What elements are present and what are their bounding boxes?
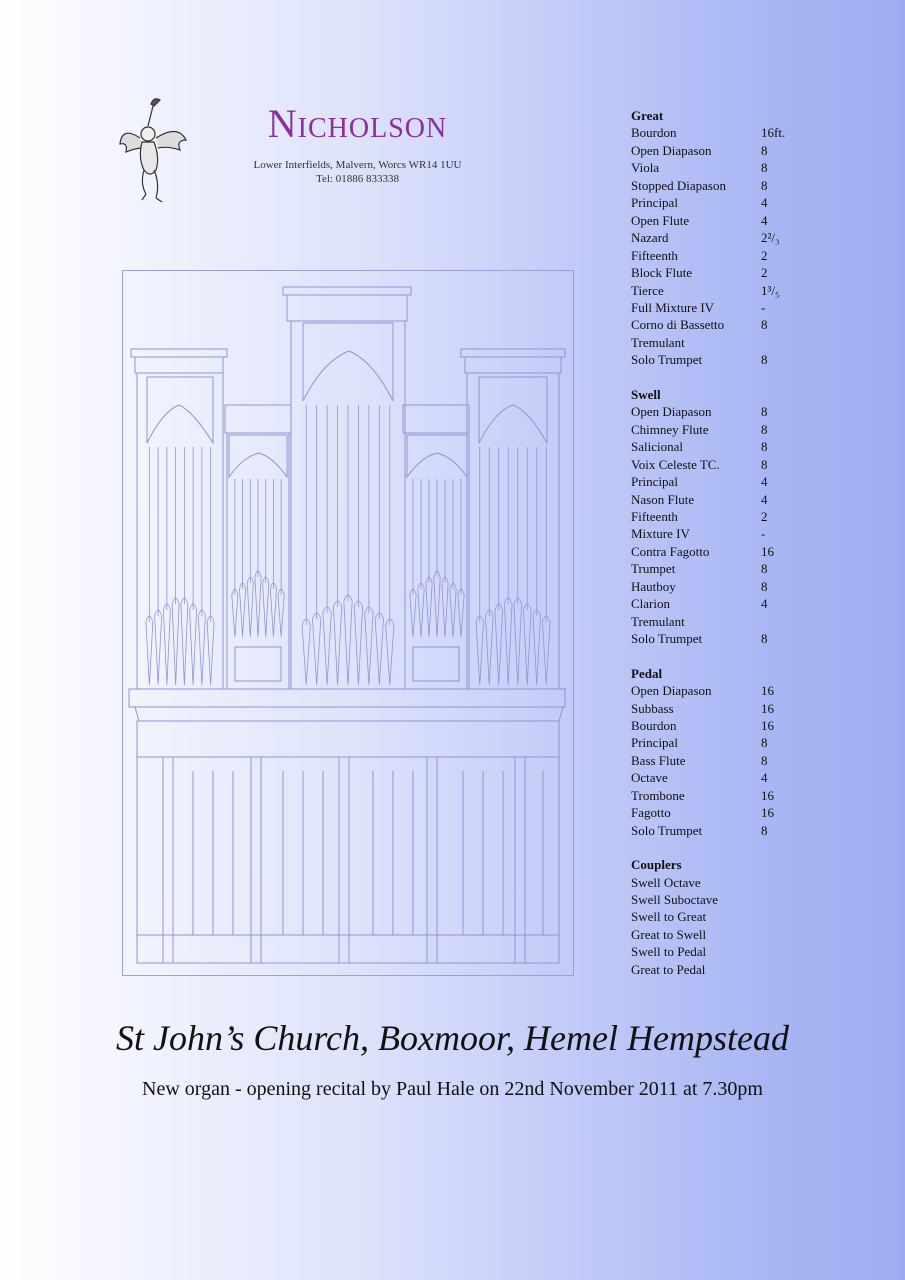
stop-row bbox=[631, 891, 801, 908]
stop-row bbox=[631, 613, 801, 630]
stop-row bbox=[631, 734, 801, 751]
stop-row bbox=[631, 630, 801, 647]
stop-pitch: 8 bbox=[761, 578, 768, 594]
stop-row bbox=[631, 142, 801, 159]
stop-row bbox=[631, 421, 801, 438]
division-title: Pedal bbox=[631, 665, 663, 681]
stop-name: Nazard bbox=[631, 230, 669, 246]
stop-row bbox=[631, 124, 801, 141]
stop-name: Stopped Diapason bbox=[631, 177, 726, 193]
stop-pitch: 16 bbox=[761, 700, 774, 716]
stop-name: Tierce bbox=[631, 282, 664, 298]
angel-trumpet-icon bbox=[118, 96, 190, 206]
division-swell bbox=[631, 386, 801, 648]
stop-pitch: 2 bbox=[761, 508, 768, 524]
stop-row bbox=[631, 769, 801, 786]
stop-pitch: 16 bbox=[761, 543, 774, 559]
stop-pitch bbox=[761, 874, 801, 891]
stop-name: Bass Flute bbox=[631, 752, 686, 768]
stop-row bbox=[631, 822, 801, 839]
stop-pitch bbox=[761, 943, 801, 960]
division-pedal bbox=[631, 665, 801, 840]
company-address bbox=[200, 158, 515, 186]
stop-row bbox=[631, 247, 801, 264]
stop-name: Swell to Great bbox=[631, 909, 707, 925]
stop-pitch: 2 bbox=[761, 247, 768, 263]
stop-name: Tremulant bbox=[631, 613, 685, 629]
stop-row bbox=[631, 961, 801, 978]
stop-pitch: 8 bbox=[761, 160, 768, 176]
stop-name: Swell Suboctave bbox=[631, 892, 719, 908]
stop-name: Open Diapason bbox=[631, 142, 712, 158]
stop-row bbox=[631, 525, 801, 542]
stop-pitch: 8 bbox=[761, 822, 768, 838]
stop-pitch bbox=[761, 961, 801, 978]
stop-pitch: 4 bbox=[761, 596, 768, 612]
stop-pitch: 8 bbox=[761, 317, 768, 333]
stop-pitch: 8 bbox=[761, 752, 768, 768]
stop-name: Chimney Flute bbox=[631, 421, 709, 437]
stop-pitch: 16 bbox=[761, 717, 774, 733]
stop-name: Block Flute bbox=[631, 265, 693, 281]
stop-name: Tremulant bbox=[631, 334, 685, 350]
telephone-line: Tel: 01886 833338 bbox=[316, 173, 399, 185]
stop-row bbox=[631, 700, 801, 717]
stop-pitch: 16ft. bbox=[761, 125, 786, 141]
stop-name: Principal bbox=[631, 735, 678, 751]
stop-row bbox=[631, 752, 801, 769]
stop-row bbox=[631, 282, 801, 299]
stop-name: Bourdon bbox=[631, 125, 677, 141]
stop-name: Fifteenth bbox=[631, 508, 678, 524]
stop-row bbox=[631, 473, 801, 490]
stop-row bbox=[631, 943, 801, 960]
stop-pitch: 8 bbox=[761, 631, 768, 647]
stop-row bbox=[631, 351, 801, 368]
stop-name: Solo Trumpet bbox=[631, 631, 703, 647]
stop-name: Voix Celeste TC. bbox=[631, 456, 720, 472]
stop-pitch bbox=[761, 908, 801, 925]
stop-name: Principal bbox=[631, 474, 678, 490]
stop-row bbox=[631, 595, 801, 612]
stop-name: Hautboy bbox=[631, 578, 676, 594]
stop-pitch: - bbox=[761, 299, 766, 315]
stop-row bbox=[631, 787, 801, 804]
stop-row bbox=[631, 508, 801, 525]
stop-row bbox=[631, 212, 801, 229]
stop-name: Fagotto bbox=[631, 805, 671, 821]
stop-name: Bourdon bbox=[631, 717, 677, 733]
stop-name: Trumpet bbox=[631, 561, 676, 577]
stop-pitch: 4 bbox=[761, 474, 768, 490]
stop-name: Swell to Pedal bbox=[631, 944, 707, 960]
stop-name: Principal bbox=[631, 195, 678, 211]
division-title: Couplers bbox=[631, 857, 682, 873]
stop-name: Corno di Bassetto bbox=[631, 317, 725, 333]
stop-row bbox=[631, 717, 801, 734]
brand-name: Nicholson bbox=[267, 101, 448, 146]
stop-name: Nason Flute bbox=[631, 491, 695, 507]
division-couplers bbox=[631, 856, 801, 978]
stop-pitch: - bbox=[761, 526, 766, 542]
stop-row bbox=[631, 264, 801, 281]
stop-pitch: 8 bbox=[761, 352, 768, 368]
stop-pitch: 8 bbox=[761, 421, 768, 437]
stop-pitch: 4 bbox=[761, 491, 768, 507]
stop-row bbox=[631, 334, 801, 351]
stop-row bbox=[631, 403, 801, 420]
stop-row bbox=[631, 316, 801, 333]
stop-name: Solo Trumpet bbox=[631, 822, 703, 838]
stop-name: Swell Octave bbox=[631, 874, 701, 890]
stop-pitch: 4 bbox=[761, 195, 768, 211]
stop-name: Great to Swell bbox=[631, 926, 707, 942]
division-title: Swell bbox=[631, 386, 661, 402]
stop-pitch: 4 bbox=[761, 212, 768, 228]
stop-pitch: 8 bbox=[761, 439, 768, 455]
recital-announcement: New organ - opening recital by Paul Hale on 22nd November 2011 at 7.30pm bbox=[142, 1078, 763, 1100]
stop-name: Full Mixture IV bbox=[631, 299, 715, 315]
venue-title: St John’s Church, Boxmoor, Hemel Hempstead bbox=[116, 1018, 789, 1058]
stop-name: Viola bbox=[631, 160, 660, 176]
stop-row bbox=[631, 874, 801, 891]
stop-name: Contra Fagotto bbox=[631, 543, 710, 559]
organ-case-drawing bbox=[122, 270, 574, 976]
stop-row bbox=[631, 438, 801, 455]
division-great bbox=[631, 107, 801, 369]
stop-row bbox=[631, 560, 801, 577]
stop-name: Great to Pedal bbox=[631, 961, 706, 977]
stop-row bbox=[631, 177, 801, 194]
stop-pitch: 8 bbox=[761, 142, 768, 158]
stop-pitch bbox=[761, 891, 801, 908]
stop-pitch: 8 bbox=[761, 735, 768, 751]
stop-pitch: 16 bbox=[761, 683, 774, 699]
address-line: Lower Interfields, Malvern, Worcs WR14 1UU bbox=[253, 159, 462, 171]
stop-pitch bbox=[761, 926, 801, 943]
stop-row bbox=[631, 578, 801, 595]
stop-name: Clarion bbox=[631, 596, 670, 612]
stop-name: Open Diapason bbox=[631, 683, 712, 699]
stop-name: Mixture IV bbox=[631, 526, 690, 542]
stop-pitch: 8 bbox=[761, 561, 768, 577]
stop-pitch: 8 bbox=[761, 177, 768, 193]
stop-row bbox=[631, 682, 801, 699]
stop-name: Fifteenth bbox=[631, 247, 678, 263]
stop-row bbox=[631, 194, 801, 211]
stop-row bbox=[631, 908, 801, 925]
stop-name: Octave bbox=[631, 770, 668, 786]
stop-pitch: 16 bbox=[761, 787, 774, 803]
stop-row bbox=[631, 804, 801, 821]
stop-pitch bbox=[761, 613, 801, 630]
stop-row bbox=[631, 456, 801, 473]
stop-name: Subbass bbox=[631, 700, 674, 716]
stop-name: Open Flute bbox=[631, 212, 690, 228]
stop-row bbox=[631, 299, 801, 316]
stop-row bbox=[631, 491, 801, 508]
organ-specification bbox=[631, 107, 801, 995]
stop-pitch: 8 bbox=[761, 456, 768, 472]
stop-row bbox=[631, 159, 801, 176]
stop-pitch: 8 bbox=[761, 404, 768, 420]
stop-row bbox=[631, 229, 801, 246]
stop-pitch: 16 bbox=[761, 805, 774, 821]
stop-row bbox=[631, 543, 801, 560]
stop-pitch: 4 bbox=[761, 770, 768, 786]
stop-name: Salicional bbox=[631, 439, 683, 455]
stop-pitch: 2 bbox=[761, 265, 768, 281]
stop-pitch bbox=[761, 334, 801, 351]
stop-name: Trombone bbox=[631, 787, 685, 803]
stop-pitch: 1³/₅ bbox=[761, 282, 780, 298]
division-title: Great bbox=[631, 108, 664, 123]
stop-name: Open Diapason bbox=[631, 404, 712, 420]
stop-pitch: 2²/₃ bbox=[761, 230, 780, 246]
stop-row bbox=[631, 926, 801, 943]
stop-name: Solo Trumpet bbox=[631, 352, 703, 368]
